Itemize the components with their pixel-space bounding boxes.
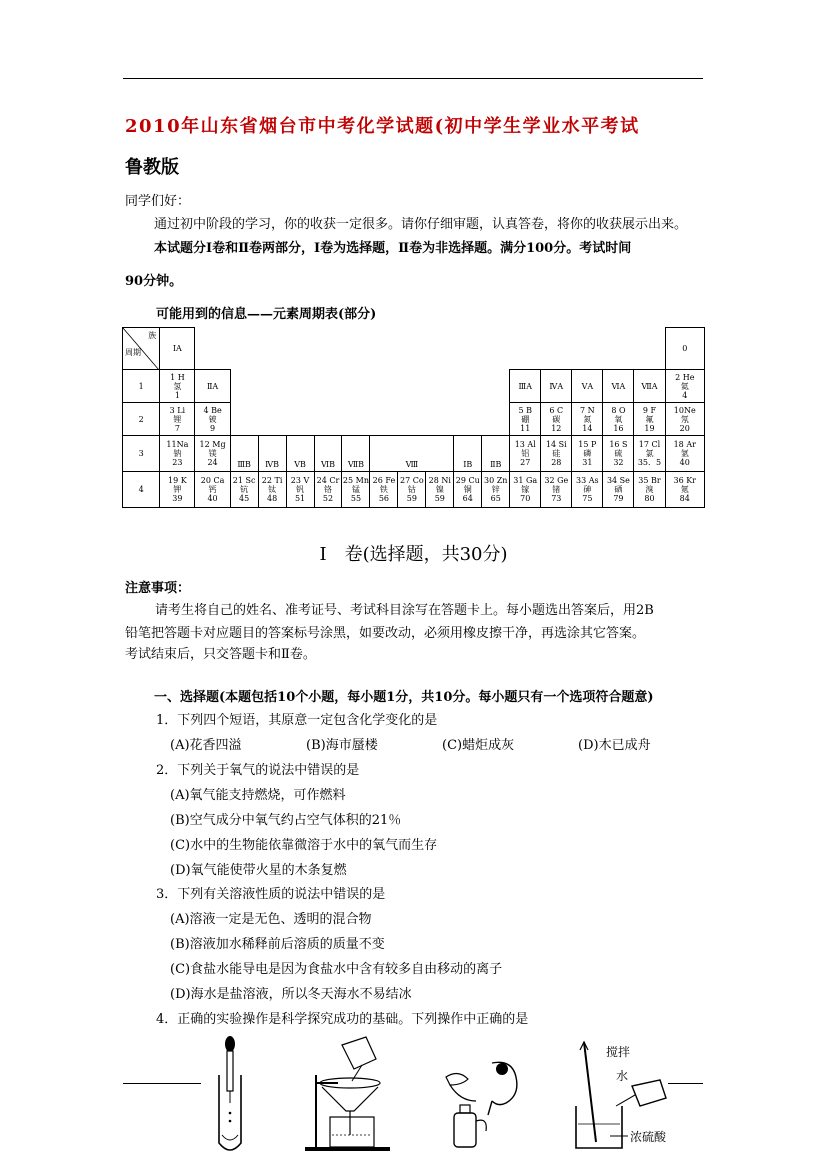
element-name: 镁 bbox=[208, 449, 217, 458]
element-mass: 28 bbox=[551, 458, 562, 467]
group-header-viia: ⅦA bbox=[634, 370, 665, 403]
element-mass: 31 bbox=[582, 458, 593, 467]
q1-option-b: (B)海市蜃楼 bbox=[306, 738, 378, 753]
water-label: 水 bbox=[616, 1069, 629, 1083]
q3-option-d: (D)海水是盐溶液，所以冬天海水不易结冰 bbox=[170, 987, 412, 1002]
element-symbol: 6 C bbox=[549, 405, 564, 415]
element-symbol: 2 He bbox=[675, 372, 695, 382]
element-mass: 32 bbox=[613, 458, 624, 467]
element-cell bbox=[665, 403, 704, 436]
element-cell bbox=[634, 472, 665, 508]
element-mass: 73 bbox=[551, 494, 562, 503]
element-name: 锂 bbox=[173, 414, 182, 424]
element-cell bbox=[342, 472, 370, 508]
group-header-ivb: ⅣB bbox=[258, 436, 286, 472]
element-name: 氧 bbox=[614, 414, 623, 424]
element-name: 硅 bbox=[552, 449, 561, 458]
group-header-iiia: ⅢA bbox=[510, 370, 541, 403]
element-cell bbox=[665, 436, 704, 472]
element-mass: 19 bbox=[644, 423, 655, 433]
corner-period-label: 周期 bbox=[125, 348, 141, 357]
element-symbol: 14 Si bbox=[545, 440, 567, 449]
element-mass: 4 bbox=[682, 390, 688, 400]
period-label: 3 bbox=[123, 436, 160, 472]
corner-group-label: 族 bbox=[148, 331, 157, 340]
element-name: 铍 bbox=[208, 414, 217, 424]
element-mass: 59 bbox=[434, 494, 445, 503]
group-header-iiib: ⅢB bbox=[230, 436, 258, 472]
q2-option-c: (C)水中的生物能依靠微溶于水中的氧气而生存 bbox=[170, 838, 438, 853]
element-symbol: 31 Ga bbox=[513, 476, 538, 485]
footer-rule-left bbox=[123, 1083, 201, 1084]
element-name: 钪 bbox=[240, 485, 249, 494]
element-symbol: 9 F bbox=[642, 405, 657, 415]
periodic-table bbox=[122, 327, 705, 508]
element-cell bbox=[603, 436, 634, 472]
element-symbol: 24 Cr bbox=[316, 476, 340, 485]
element-cell bbox=[572, 403, 603, 436]
element-symbol: 7 N bbox=[580, 405, 595, 415]
element-symbol: 25 Mn bbox=[342, 476, 369, 485]
element-symbol: 34 Se bbox=[606, 476, 630, 485]
q2-option-b: (B)空气成分中氧气约占空气体积的21％ bbox=[170, 813, 402, 828]
element-name: 磷 bbox=[583, 449, 592, 458]
intro-line-1: 通过初中阶段的学习，你的收获一定很多。请你仔细审题，认真答卷，将你的收获展示出来。 bbox=[154, 217, 688, 232]
element-name: 铬 bbox=[324, 485, 332, 494]
element-symbol: 12 Mg bbox=[199, 440, 226, 449]
element-symbol: 5 B bbox=[518, 405, 532, 415]
element-symbol: 32 Ge bbox=[544, 476, 569, 485]
element-symbol: 17 Cl bbox=[638, 440, 661, 449]
group-header-vb: ⅤB bbox=[286, 436, 314, 472]
q2-option-a: (A)氧气能支持燃烧，可作燃料 bbox=[170, 788, 346, 803]
q3-option-c: (C)食盐水能导电是因为食盐水中含有较多自由移动的离子 bbox=[170, 962, 503, 977]
element-name: 硼 bbox=[521, 414, 530, 424]
element-name: 氩 bbox=[680, 449, 689, 458]
element-cell bbox=[603, 472, 634, 508]
element-symbol: 28 Ni bbox=[428, 476, 451, 485]
element-mass: 20 bbox=[679, 423, 690, 433]
element-mass: 52 bbox=[322, 494, 334, 503]
dropper-test-tube-figure bbox=[205, 1035, 255, 1155]
group-header-ia: ⅠA bbox=[160, 328, 195, 370]
element-mass: 35．5 bbox=[637, 458, 662, 467]
element-name: 镓 bbox=[521, 485, 530, 494]
element-name: 氪 bbox=[680, 485, 689, 494]
element-cell bbox=[160, 472, 195, 508]
period-label: 2 bbox=[123, 403, 160, 436]
element-cell bbox=[482, 472, 510, 508]
element-mass: 39 bbox=[172, 494, 183, 503]
element-cell bbox=[634, 403, 665, 436]
notice-line-1: 请考生将自己的姓名、准考证号、考试科目涂写在答题卡上。每小题选出答案后，用2B bbox=[155, 603, 654, 618]
element-name: 碳 bbox=[552, 414, 561, 424]
element-cell bbox=[370, 472, 398, 508]
element-cell bbox=[160, 370, 195, 403]
element-mass: 1 bbox=[174, 390, 180, 400]
smelling-gas-figure bbox=[440, 1055, 530, 1155]
element-cell bbox=[510, 403, 541, 436]
q2-option-d: (D)氧气能使带火星的木条复燃 bbox=[170, 863, 347, 878]
notice-line-3: 考试结束后，只交答题卡和Ⅱ卷。 bbox=[125, 647, 316, 662]
element-cell bbox=[603, 403, 634, 436]
element-cell bbox=[195, 436, 230, 472]
element-symbol: 11Na bbox=[166, 440, 189, 449]
page-title: 2010年山东省烟台市中考化学试题(初中学生学业水平考试 bbox=[125, 116, 640, 137]
group-header-via: ⅥA bbox=[603, 370, 634, 403]
element-name: 溴 bbox=[645, 485, 654, 494]
element-mass: 12 bbox=[551, 423, 562, 433]
element-name: 钾 bbox=[173, 485, 182, 494]
element-mass: 7 bbox=[174, 423, 180, 433]
element-name: 锰 bbox=[351, 485, 360, 494]
element-mass: 75 bbox=[582, 494, 593, 503]
element-name: 砷 bbox=[583, 485, 592, 494]
group-header-vib: ⅥB bbox=[314, 436, 342, 472]
element-symbol: 20 Ca bbox=[200, 476, 225, 485]
element-mass: 40 bbox=[679, 458, 690, 467]
element-symbol: 16 S bbox=[609, 440, 628, 449]
element-symbol: 18 Ar bbox=[673, 440, 696, 449]
element-name: 氖 bbox=[680, 414, 689, 424]
element-mass: 9 bbox=[210, 423, 216, 433]
group-header-viii: Ⅷ bbox=[370, 436, 454, 472]
greeting: 同学们好： bbox=[125, 194, 191, 209]
element-name: 钠 bbox=[173, 449, 182, 458]
element-symbol: 8 O bbox=[611, 405, 626, 415]
element-name: 氯 bbox=[645, 449, 654, 458]
element-cell bbox=[634, 436, 665, 472]
corner-cell bbox=[123, 328, 160, 370]
element-name: 锗 bbox=[552, 485, 561, 494]
element-cell bbox=[510, 472, 541, 508]
element-mass: 84 bbox=[679, 494, 690, 503]
intro-line-2: 本试题分Ⅰ卷和Ⅱ卷两部分，Ⅰ卷为选择题，Ⅱ卷为非选择题。满分100分。考试时间 bbox=[154, 241, 632, 256]
element-cell bbox=[160, 403, 195, 436]
element-name: 钴 bbox=[407, 485, 416, 494]
element-name: 锌 bbox=[491, 485, 500, 494]
element-cell bbox=[665, 370, 704, 403]
element-mass: 80 bbox=[644, 494, 655, 503]
element-cell bbox=[510, 436, 541, 472]
element-symbol: 23 V bbox=[290, 476, 310, 485]
element-cell bbox=[195, 472, 230, 508]
element-cell bbox=[314, 472, 342, 508]
group-header-viib: ⅦB bbox=[342, 436, 370, 472]
element-symbol: 3 Li bbox=[169, 405, 186, 415]
question-3-stem: 3．下列有关溶液性质的说法中错误的是 bbox=[156, 887, 386, 902]
group-header-iia: ⅡA bbox=[195, 370, 230, 403]
element-cell bbox=[541, 472, 572, 508]
q3-option-b: (B)溶液加水稀释前后溶质的质量不变 bbox=[170, 937, 385, 952]
element-mass: 45 bbox=[239, 494, 250, 503]
element-cell bbox=[665, 472, 704, 508]
element-symbol: 1 H bbox=[170, 372, 185, 382]
element-mass: 51 bbox=[294, 494, 306, 503]
element-symbol: 35 Br bbox=[638, 476, 661, 485]
filtration-figure bbox=[300, 1035, 400, 1153]
element-symbol: 22 Ti bbox=[261, 476, 283, 485]
element-cell bbox=[572, 472, 603, 508]
element-mass: 65 bbox=[490, 494, 501, 503]
element-symbol: 33 As bbox=[576, 476, 599, 485]
element-symbol: 26 Fe bbox=[372, 476, 396, 485]
element-mass: 40 bbox=[207, 494, 218, 503]
group-header-iva: ⅣA bbox=[541, 370, 572, 403]
element-cell bbox=[258, 472, 286, 508]
element-mass: 79 bbox=[613, 494, 624, 503]
element-cell bbox=[541, 436, 572, 472]
element-cell bbox=[160, 436, 195, 472]
element-symbol: 4 Be bbox=[203, 405, 222, 415]
element-mass: 56 bbox=[378, 494, 389, 503]
group-header-ib: ⅠB bbox=[454, 436, 482, 472]
q1-option-c: (C)蜡炬成灰 bbox=[442, 738, 515, 753]
element-cell bbox=[195, 403, 230, 436]
question-1-stem: 1．下列四个短语，其原意一定包含化学变化的是 bbox=[156, 713, 438, 728]
header-rule bbox=[123, 78, 703, 79]
table-caption: 可能用到的信息——元素周期表(部分) bbox=[156, 307, 377, 322]
group-header-va: ⅤA bbox=[572, 370, 603, 403]
element-mass: 24 bbox=[207, 458, 218, 467]
element-cell bbox=[426, 472, 454, 508]
element-name: 钛 bbox=[268, 485, 277, 494]
notice-heading: 注意事项： bbox=[125, 581, 191, 596]
acid-label: 浓硫酸 bbox=[630, 1130, 667, 1144]
element-symbol: 29 Cu bbox=[455, 476, 480, 485]
element-name: 钙 bbox=[208, 485, 217, 494]
element-mass: 59 bbox=[406, 494, 417, 503]
part1-heading: 一、选择题(本题包括10个小题，每小题1分，共10分。每小题只有一个选项符合题意) bbox=[154, 690, 654, 705]
element-symbol: 30 Zn bbox=[484, 476, 508, 485]
element-cell bbox=[398, 472, 426, 508]
element-mass: 64 bbox=[462, 494, 473, 503]
element-name: 氟 bbox=[645, 414, 654, 424]
element-mass: 14 bbox=[582, 423, 593, 433]
notice-line-2: 铅笔把答题卡对应题目的答案标号涂黑，如要改动，必须用橡皮擦干净，再选涂其它答案。 bbox=[125, 626, 646, 641]
q3-option-a: (A)溶液一定是无色、透明的混合物 bbox=[170, 912, 372, 927]
element-symbol: 36 Kr bbox=[673, 476, 697, 485]
element-symbol: 19 K bbox=[168, 476, 187, 485]
element-cell bbox=[572, 436, 603, 472]
element-symbol: 15 P bbox=[578, 440, 597, 449]
element-cell bbox=[454, 472, 482, 508]
element-name: 硒 bbox=[614, 485, 623, 494]
element-mass: 70 bbox=[520, 494, 531, 503]
period-label: 1 bbox=[123, 370, 160, 403]
question-2-stem: 2．下列关于氧气的说法中错误的是 bbox=[156, 763, 360, 778]
element-name: 氢 bbox=[173, 381, 182, 391]
element-cell bbox=[286, 472, 314, 508]
q1-option-d: (D)木已成舟 bbox=[578, 738, 651, 753]
q1-option-a: (A)花香四溢 bbox=[170, 738, 242, 753]
element-name: 钒 bbox=[296, 485, 305, 494]
element-name: 氮 bbox=[583, 414, 592, 424]
element-mass: 27 bbox=[520, 458, 531, 467]
question-4-stem: 4．正确的实验操作是科学探究成功的基础。下列操作中正确的是 bbox=[156, 1012, 529, 1027]
period-label: 4 bbox=[123, 472, 160, 508]
element-name: 镍 bbox=[435, 485, 444, 494]
group-header-0: 0 bbox=[665, 328, 704, 370]
element-mass: 16 bbox=[613, 423, 624, 433]
page-subtitle: 鲁教版 bbox=[125, 157, 179, 178]
element-name: 硫 bbox=[614, 449, 623, 458]
element-mass: 23 bbox=[172, 458, 183, 467]
section-title: Ⅰ 卷(选择题，共30分) bbox=[319, 544, 508, 565]
intro-line-3: 90分钟。 bbox=[125, 274, 183, 289]
element-name: 铁 bbox=[379, 485, 388, 494]
element-mass: 48 bbox=[267, 494, 278, 503]
element-cell bbox=[230, 472, 258, 508]
element-symbol: 13 Al bbox=[514, 440, 536, 449]
element-mass: 55 bbox=[350, 494, 362, 503]
element-symbol: 21 Sc bbox=[232, 476, 256, 485]
footer-rule-right bbox=[668, 1083, 703, 1084]
element-symbol: 10Ne bbox=[673, 405, 696, 415]
stir-label: 搅拌 bbox=[606, 1045, 631, 1059]
group-header-iib: ⅡB bbox=[482, 436, 510, 472]
element-mass: 11 bbox=[520, 423, 531, 433]
element-cell bbox=[541, 403, 572, 436]
element-name: 氦 bbox=[680, 381, 689, 391]
element-name: 铜 bbox=[463, 485, 472, 494]
element-symbol: 27 Co bbox=[400, 476, 424, 485]
element-name: 铝 bbox=[521, 449, 530, 458]
